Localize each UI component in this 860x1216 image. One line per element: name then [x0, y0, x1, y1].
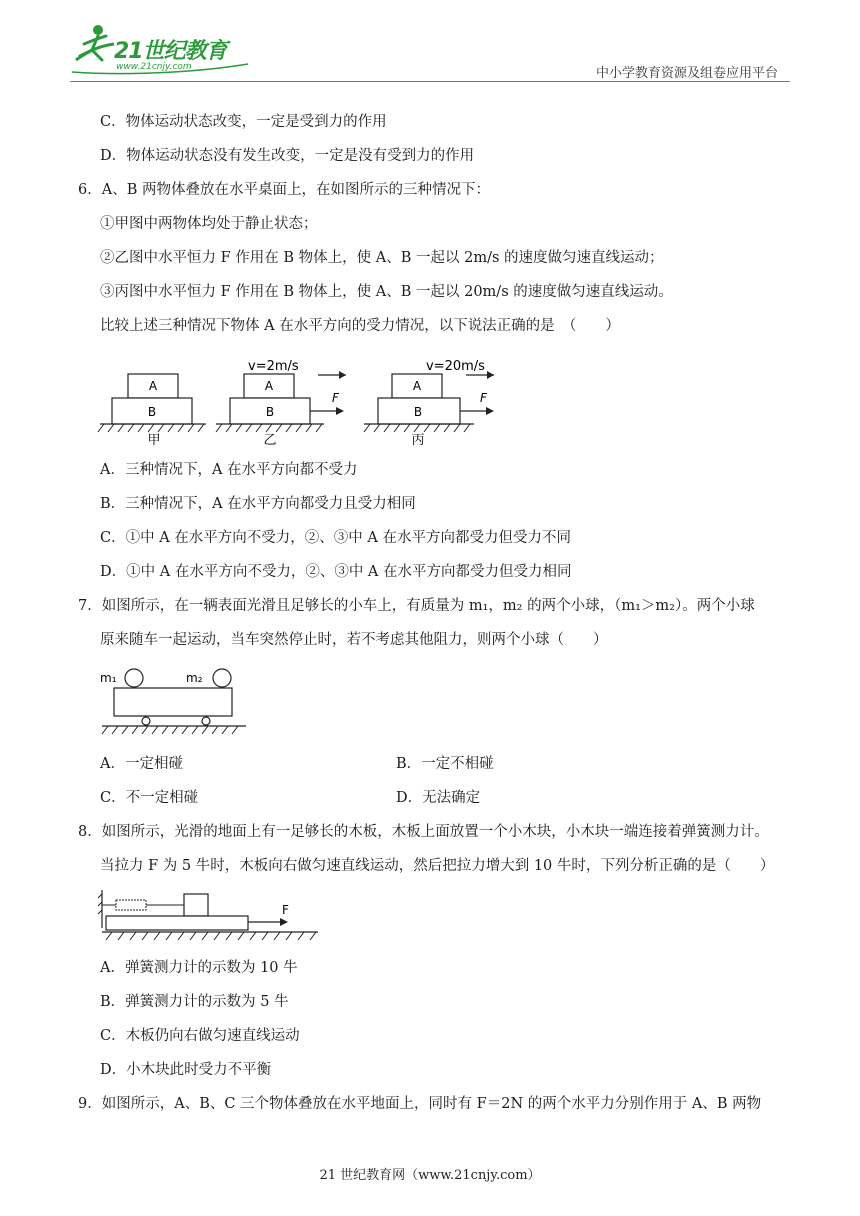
q6-stem: 6．A、B 两物体叠放在水平桌面上，在如图所示的三种情况下： [78, 182, 490, 198]
q5-option-c: C．物体运动状态改变，一定是受到力的作用 [100, 114, 387, 130]
q7-figure [96, 664, 256, 738]
q8-option-a: A．弹簧测力计的示数为 10 牛 [100, 960, 298, 976]
q8-option-d: D．小木块此时受力不平衡 [100, 1062, 272, 1078]
q8-option-b: B．弹簧测力计的示数为 5 牛 [100, 994, 289, 1010]
figure-bing [364, 359, 494, 448]
label-m2: m₂ [186, 671, 203, 685]
platform-name: 中小学教育资源及组卷应用平台 [595, 66, 778, 81]
label-b: B [265, 405, 275, 419]
q6-case-1: ①甲图中两物体均处于静止状态； [100, 216, 318, 232]
force-label-f: F [332, 391, 339, 405]
q6-option-c: C．①中 A 在水平方向不受力，②、③中 A 在水平方向都受力但受力不同 [100, 530, 571, 546]
site-logo [70, 20, 250, 80]
label-m1: m₁ [100, 671, 117, 685]
velocity-label-2: v=2m/s [248, 359, 299, 374]
label-b: B [147, 405, 157, 419]
q7-option-c: C．不一定相碰 [100, 790, 199, 806]
page-footer: 21 世纪教育网（www.21cnjy.com） [319, 1168, 541, 1183]
q6-option-b: B．三种情况下，A 在水平方向都受力且受力相同 [100, 496, 416, 512]
label-jia: 甲 [147, 433, 161, 448]
q9-stem: 9．如图所示，A、B、C 三个物体叠放在水平地面上，同时有 F＝2N 的两个水平力分别作用于 A、B 两物 [78, 1096, 762, 1112]
force-label-f: F [480, 391, 487, 405]
q7-option-a: A．一定相碰 [100, 756, 183, 772]
q8-stem-cont: 当拉力 F 为 5 牛时，木板向右做匀速直线运动，然后把拉力增大到 10 牛时，下列分析正确的是（ ） [100, 858, 775, 874]
q6-case-3: ③丙图中水平恒力 F 作用在 B 物体上，使 A、B 一起以 20m/s 的速度做匀速直线运动。 [100, 284, 673, 300]
figure-jia [98, 374, 206, 448]
label-a: A [412, 379, 422, 393]
q6-option-d: D．①中 A 在水平方向不受力，②、③中 A 在水平方向都受力但受力相同 [100, 564, 572, 580]
q8-figure [96, 888, 326, 942]
q7-stem-cont: 原来随车一起运动，当车突然停止时，若不考虑其他阻力，则两个小球（ ） [100, 632, 608, 648]
figure-yi [216, 359, 346, 448]
header-divider [70, 81, 790, 82]
label-b: B [413, 405, 423, 419]
force-label-f: F [282, 903, 289, 917]
velocity-label-20: v=20m/s [426, 359, 485, 374]
q6-option-a: A．三种情况下，A 在水平方向都不受力 [100, 462, 358, 478]
label-a: A [148, 379, 158, 393]
q6-question: 比较上述三种情况下物体 A 在水平方向的受力情况，以下说法正确的是 （ ） [100, 318, 620, 334]
q7-option-b: B．一定不相碰 [396, 756, 494, 772]
q8-option-c: C．木板仍向右做匀速直线运动 [100, 1028, 300, 1044]
q6-figure [96, 350, 516, 450]
page-header [70, 20, 790, 82]
logo-url: www.21cnjy.com [116, 62, 192, 72]
q8-stem: 8．如图所示，光滑的地面上有一足够长的木板，木板上面放置一个小木块，小木块一端连接着弹簧测力计。 [78, 824, 769, 840]
logo-text: 21世纪教育 [114, 39, 227, 64]
label-a: A [264, 379, 274, 393]
q7-stem: 7．如图所示，在一辆表面光滑且足够长的小车上，有质量为 m₁，m₂ 的两个小球，（m₁＞m₂）。两个小球 [78, 598, 755, 614]
q7-option-d: D．无法确定 [396, 790, 481, 806]
q6-case-2: ②乙图中水平恒力 F 作用在 B 物体上，使 A、B 一起以 2m/s 的速度做匀速直线运动； [100, 250, 664, 266]
q5-option-d: D．物体运动状态没有发生改变，一定是没有受到力的作用 [100, 148, 475, 164]
label-bing: 丙 [411, 433, 425, 448]
label-yi: 乙 [263, 433, 277, 448]
